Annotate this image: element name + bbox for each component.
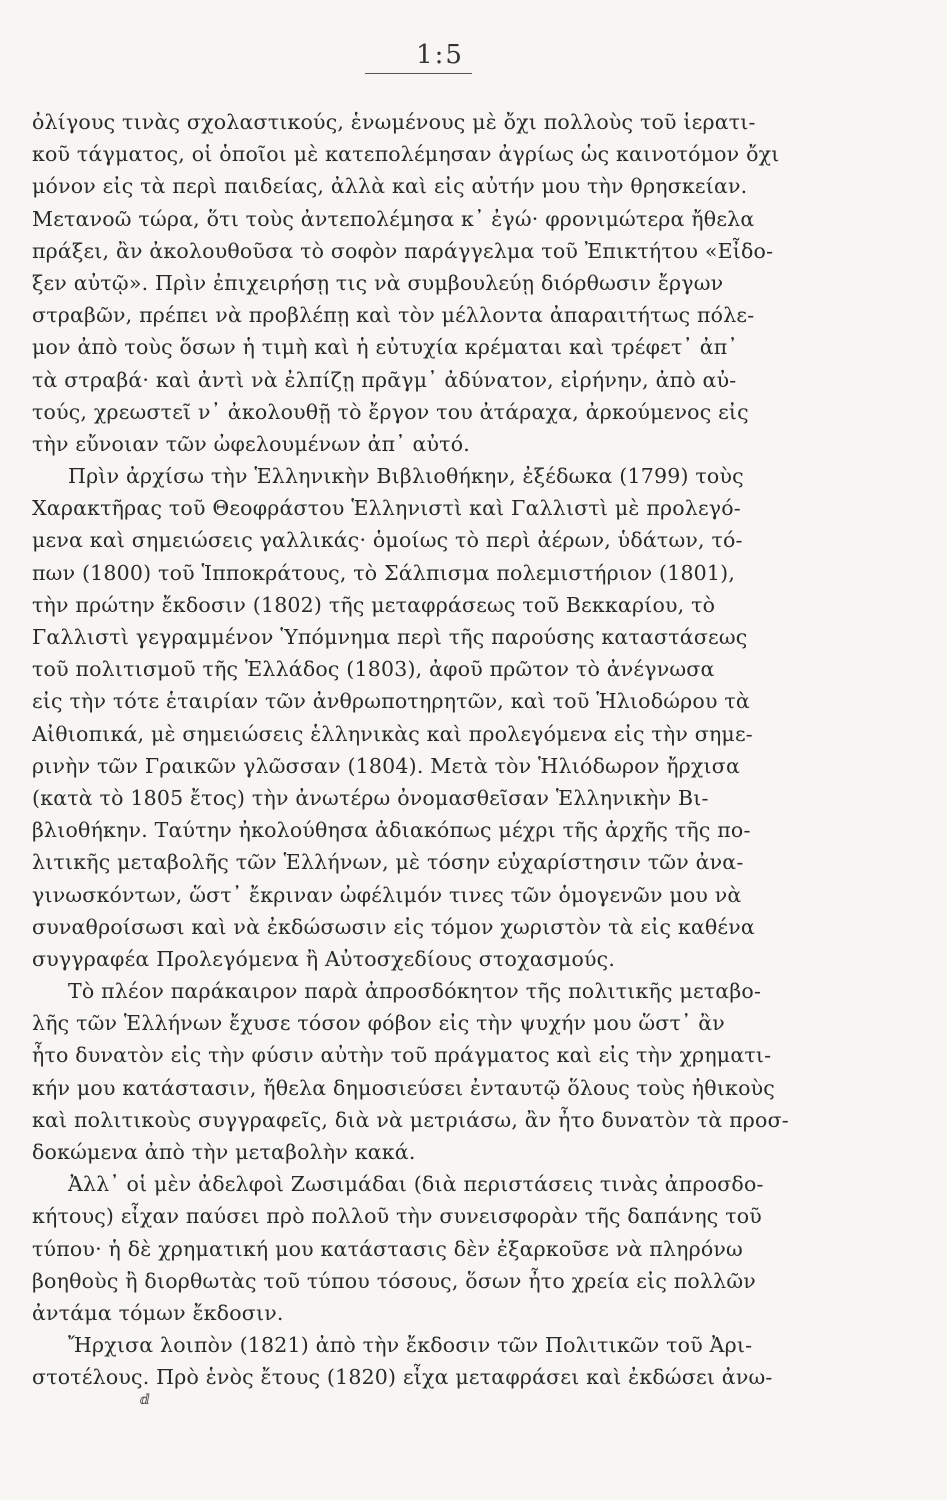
text-line: ἀντάμα τόμων ἔκδοσιν.	[32, 1300, 284, 1325]
text-line: λῆς τῶν Ἑλλήνων ἔχυσε τόσον φόβον εἰς τὴν ψυχήν μου ὥστ᾽ ἂν	[32, 1011, 725, 1036]
text-line: κήτους) εἶχαν παύσει πρὸ πολλοῦ τὴν συνεισφορὰν τῆς δαπάνης τοῦ	[32, 1204, 762, 1229]
text-line: μενα καὶ σημειώσεις γαλλικάς· ὁμοίως τὸ περὶ ἀέρων, ὑδάτων, τό-	[32, 528, 743, 553]
text-line: συγγραφέα Προλεγόμενα ἢ Αὐτοσχεδίους στοχασμούς.	[32, 946, 616, 971]
text-line: Γαλλιστὶ γεγραμμένον Ὑπόμνημα περὶ τῆς παρούσης καταστάσεως	[32, 625, 748, 649]
text-line: Αἰθιοπικά, μὲ σημειώσεις ἑλληνικὰς καὶ προλεγόμενα εἰς τὴν σημε-	[32, 721, 753, 746]
text-line: καὶ πολιτικοὺς συγγραφεῖς, διὰ νὰ μετριάσω, ἂν ἦτο δυνατὸν τὰ προσ-	[32, 1107, 789, 1132]
paragraph-start: Πρὶν ἀρχίσω τὴν Ἑλληνικὴν Βιβλιοθήκην, ἐξέδωκα (1799) τοὺς	[68, 464, 744, 489]
text-line: συναθροίσωσι καὶ νὰ ἐκδώσωσιν εἰς τόμον χωριστὸν τὰ εἰς καθένα	[32, 914, 755, 939]
text-line: τοῦ πολιτισμοῦ τῆς Ἑλλάδος (1803), ἀφοῦ πρῶτον τὸ ἀνέγνωσα	[32, 657, 715, 682]
text-line: ὀλίγους τινὰς σχολαστικούς, ἑνωμένους μὲ ὄχι πολλοὺς τοῦ ἱερατι-	[32, 110, 756, 134]
text-line: ρινὴν τῶν Γραικῶν γλῶσσαν (1804). Μετὰ τὸν Ἡλιόδωρον ἤρχισα	[32, 753, 741, 778]
text-line: μον ἀπὸ τοὺς ὅσων ἡ τιμὴ καὶ ἡ εὐτυχία κρέμαται καὶ τρέφετ᾽ ἀπ᾽	[32, 335, 738, 360]
text-line: πράξει, ἂν ἀκολουθοῦσα τὸ σοφὸν παράγγελμα τοῦ Ἐπικτήτου «Εἶδο-	[32, 238, 774, 263]
text-line: κοῦ τάγματος, οἱ ὁποῖοι μὲ κατεπολέμησαν ἀγρίως ὡς καινοτόμον ὄχι	[32, 142, 780, 167]
text-line: πων (1800) τοῦ Ἱπποκράτους, τὸ Σάλπισμα πολεμιστήριον (1801),	[32, 560, 736, 585]
text-line: δοκώμενα ἀπὸ τὴν μεταβολὴν κακά.	[32, 1140, 416, 1164]
header-rule	[365, 73, 472, 74]
text-line: (κατὰ τὸ 1805 ἔτος) τὴν ἀνωτέρω ὀνομασθεῖσαν Ἑλληνικὴν Βι-	[32, 785, 709, 810]
text-line: τὰ στραβά· καὶ ἀντὶ νὰ ἐλπίζῃ πρᾶγμ᾽ ἀδύνατον, εἰρήνην, ἀπὸ αὐ-	[32, 367, 737, 392]
text-line: ξεν αὐτῷ». Πρὶν ἐπιχειρήσῃ τις νὰ συμβουλεύῃ διόρθωσιν ἔργων	[32, 270, 724, 295]
text-line: λιτικῆς μεταβολῆς τῶν Ἑλλήνων, μὲ τόσην εὐχαρίστησιν τῶν ἀνα-	[32, 850, 744, 875]
text-line: μόνον εἰς τὰ περὶ παιδείας, ἀλλὰ καὶ εἰς αὐτήν μου τὴν θρησκείαν.	[32, 174, 748, 199]
text-line: στοτέλους. Πρὸ ἑνὸς ἔτους (1820) εἶχα μεταφράσει καὶ ἐκδώσει ἀνω-	[32, 1365, 773, 1390]
text-line: βλιοθήκην. Ταύτην ἠκολούθησα ἀδιακόπως μέχρι τῆς ἀρχῆς τῆς πο-	[32, 818, 751, 843]
body-text	[32, 106, 820, 1394]
page-number: 1:5	[416, 40, 464, 70]
text-line: τύπου· ἡ δὲ χρηματική μου κατάστασις δὲν ἐξαρκοῦσε νὰ πληρόνω	[32, 1236, 743, 1261]
paragraph-start: Ἤρχισα λοιπὸν (1821) ἀπὸ τὴν ἔκδοσιν τῶν Πολιτικῶν τοῦ Ἀρι-	[68, 1333, 753, 1358]
text-line: Μετανοῶ τώρα, ὅτι τοὺς ἀντεπολέμησα κ᾽ ἐγώ· φρονιμώτερα ἤθελα	[32, 206, 755, 231]
paragraph-start: Τὸ πλέον παράκαιρον παρὰ ἀπροσδόκητον τῆς πολιτικῆς μεταβο-	[68, 979, 762, 1004]
text-line: εἰς τὴν τότε ἑταιρίαν τῶν ἀνθρωποτηρητῶν, καὶ τοῦ Ἡλιοδώρου τὰ	[32, 689, 750, 714]
printer-mark: ⅆ	[140, 1392, 150, 1408]
text-line: ἦτο δυνατὸν εἰς τὴν φύσιν αὐτὴν τοῦ πράγματος καὶ εἰς τὴν χρηματι-	[32, 1043, 772, 1068]
text-line: βοηθοὺς ἢ διορθωτὰς τοῦ τύπου τόσους, ὅσων ἦτο χρεία εἰς πολλῶν	[32, 1268, 756, 1293]
text-line: κήν μου κατάστασιν, ἤθελα δημοσιεύσει ἐνταυτῷ ὅλους τοὺς ἠθικοὺς	[32, 1075, 775, 1100]
text-line: τὴν εὔνοιαν τῶν ὠφελουμένων ἀπ᾽ αὐτό.	[32, 431, 470, 456]
text-line: γινωσκόντων, ὥστ᾽ ἔκριναν ὠφέλιμόν τινες τῶν ὁμογενῶν μου νὰ	[32, 882, 742, 907]
text-line: τὴν πρώτην ἔκδοσιν (1802) τῆς μεταφράσεως τοῦ Βεκκαρίου, τὸ	[32, 592, 716, 617]
text-line: τούς, χρεωστεῖ ν᾽ ἀκολουθῇ τὸ ἔργον του ἀτάραχα, ἀρκούμενος εἰς	[32, 399, 749, 424]
text-line: Χαρακτῆρας τοῦ Θεοφράστου Ἑλληνιστὶ καὶ Γαλλιστὶ μὲ προλεγό-	[32, 496, 741, 521]
text-line: στραβῶν, πρέπει νὰ προβλέπῃ καὶ τὸν μέλλοντα ἀπαραιτήτως πόλε-	[32, 303, 755, 328]
paragraph-start: Ἀλλ᾽ οἱ μὲν ἀδελφοὶ Ζωσιμάδαι (διὰ περιστάσεις τινὰς ἀπροσδο-	[68, 1172, 764, 1197]
